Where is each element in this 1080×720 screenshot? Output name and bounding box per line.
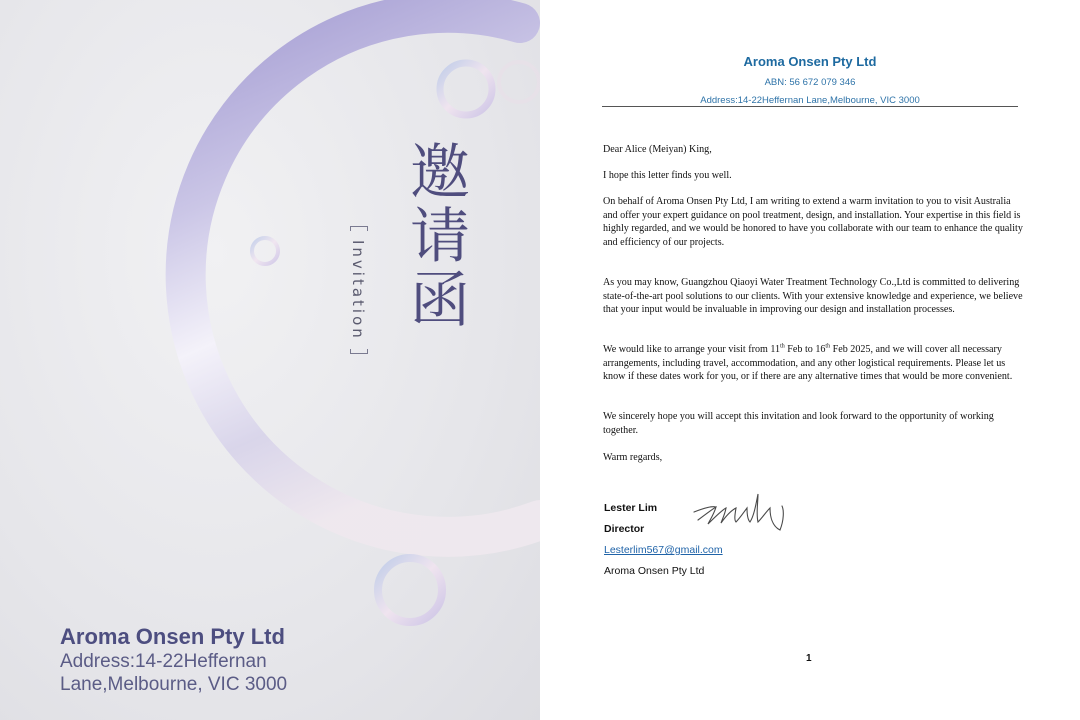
cover-title-english-wrap: [340, 226, 376, 354]
small-ring-top: [440, 63, 492, 115]
cover-company-name: Aroma Onsen Pty Ltd: [60, 624, 285, 649]
letter-paragraph-1: I hope this letter finds you well.: [603, 170, 732, 181]
letterhead-company: Aroma Onsen Pty Ltd: [743, 54, 877, 69]
p4-sup-2: th: [825, 343, 831, 350]
p4-sup-1: th: [780, 343, 785, 350]
small-ring-middle: [252, 238, 278, 264]
handwritten-signature: [692, 490, 787, 535]
letter-paragraph-2: On behalf of Aroma Onsen Pty Ltd, I am writing to extend a warm invitation to you to visit Australia and offer your expert guidance on pool treatment, design, and installation. Your expertise in this field is highly regarded, and we would be honored to have you collaborate with our team to enhance the quality and efficiency of our projects.: [603, 196, 1023, 248]
invitation-letter: [540, 0, 1080, 720]
signer-name: Lester Lim: [604, 502, 658, 514]
cover-address: Address:14-22Heffernan Lane,Melbourne, VIC 3000: [60, 651, 288, 695]
letter-paragraph-3: As you may know, Guangzhou Qiaoyi Water Treatment Technology Co.,Ltd is committed to delivering state-of-the-art pool solutions to our clients. With your extensive knowledge and experience, we believe that your input would be invaluable in improving our design and installation processes.: [603, 277, 1023, 316]
small-ring-bottom: [378, 558, 442, 622]
signer-company: Aroma Onsen Pty Ltd: [604, 565, 705, 577]
page-number: 1: [806, 653, 812, 664]
p4-part-b: Feb to 16: [784, 344, 826, 355]
signer-email-link[interactable]: Lesterlim567@gmail.com: [604, 544, 723, 556]
small-ring-top-right: [499, 62, 539, 102]
bracket-bottom: [350, 349, 368, 354]
letter-closing: Warm regards,: [603, 452, 663, 463]
signer-title: Director: [604, 523, 645, 535]
letter-paragraph-5: We sincerely hope you will accept this invitation and look forward to the opportunity of working together.: [603, 411, 994, 436]
p4-part-a: We would like to arrange your visit from 11: [603, 344, 781, 355]
letterhead-address: Address:14-22Heffernan Lane,Melbourne, VIC 3000: [700, 95, 920, 106]
letter-paragraph-4: [603, 343, 1023, 384]
letterhead-divider: [602, 106, 1018, 107]
p4-part-c: Feb 2025, and we will cover all necessary arrangements, including travel, accommodation, and any other logistical requirements. Please let us know if these dates work for you, or if there are any alternative times that would be more convenient.: [603, 344, 1013, 383]
cover-title-chinese: 邀请函: [400, 140, 470, 332]
letter-greeting: Dear Alice (Meiyan) King,: [603, 144, 712, 155]
cover-title-english: Invitation: [349, 239, 367, 341]
letterhead-abn: ABN: 56 672 079 346: [764, 77, 856, 88]
